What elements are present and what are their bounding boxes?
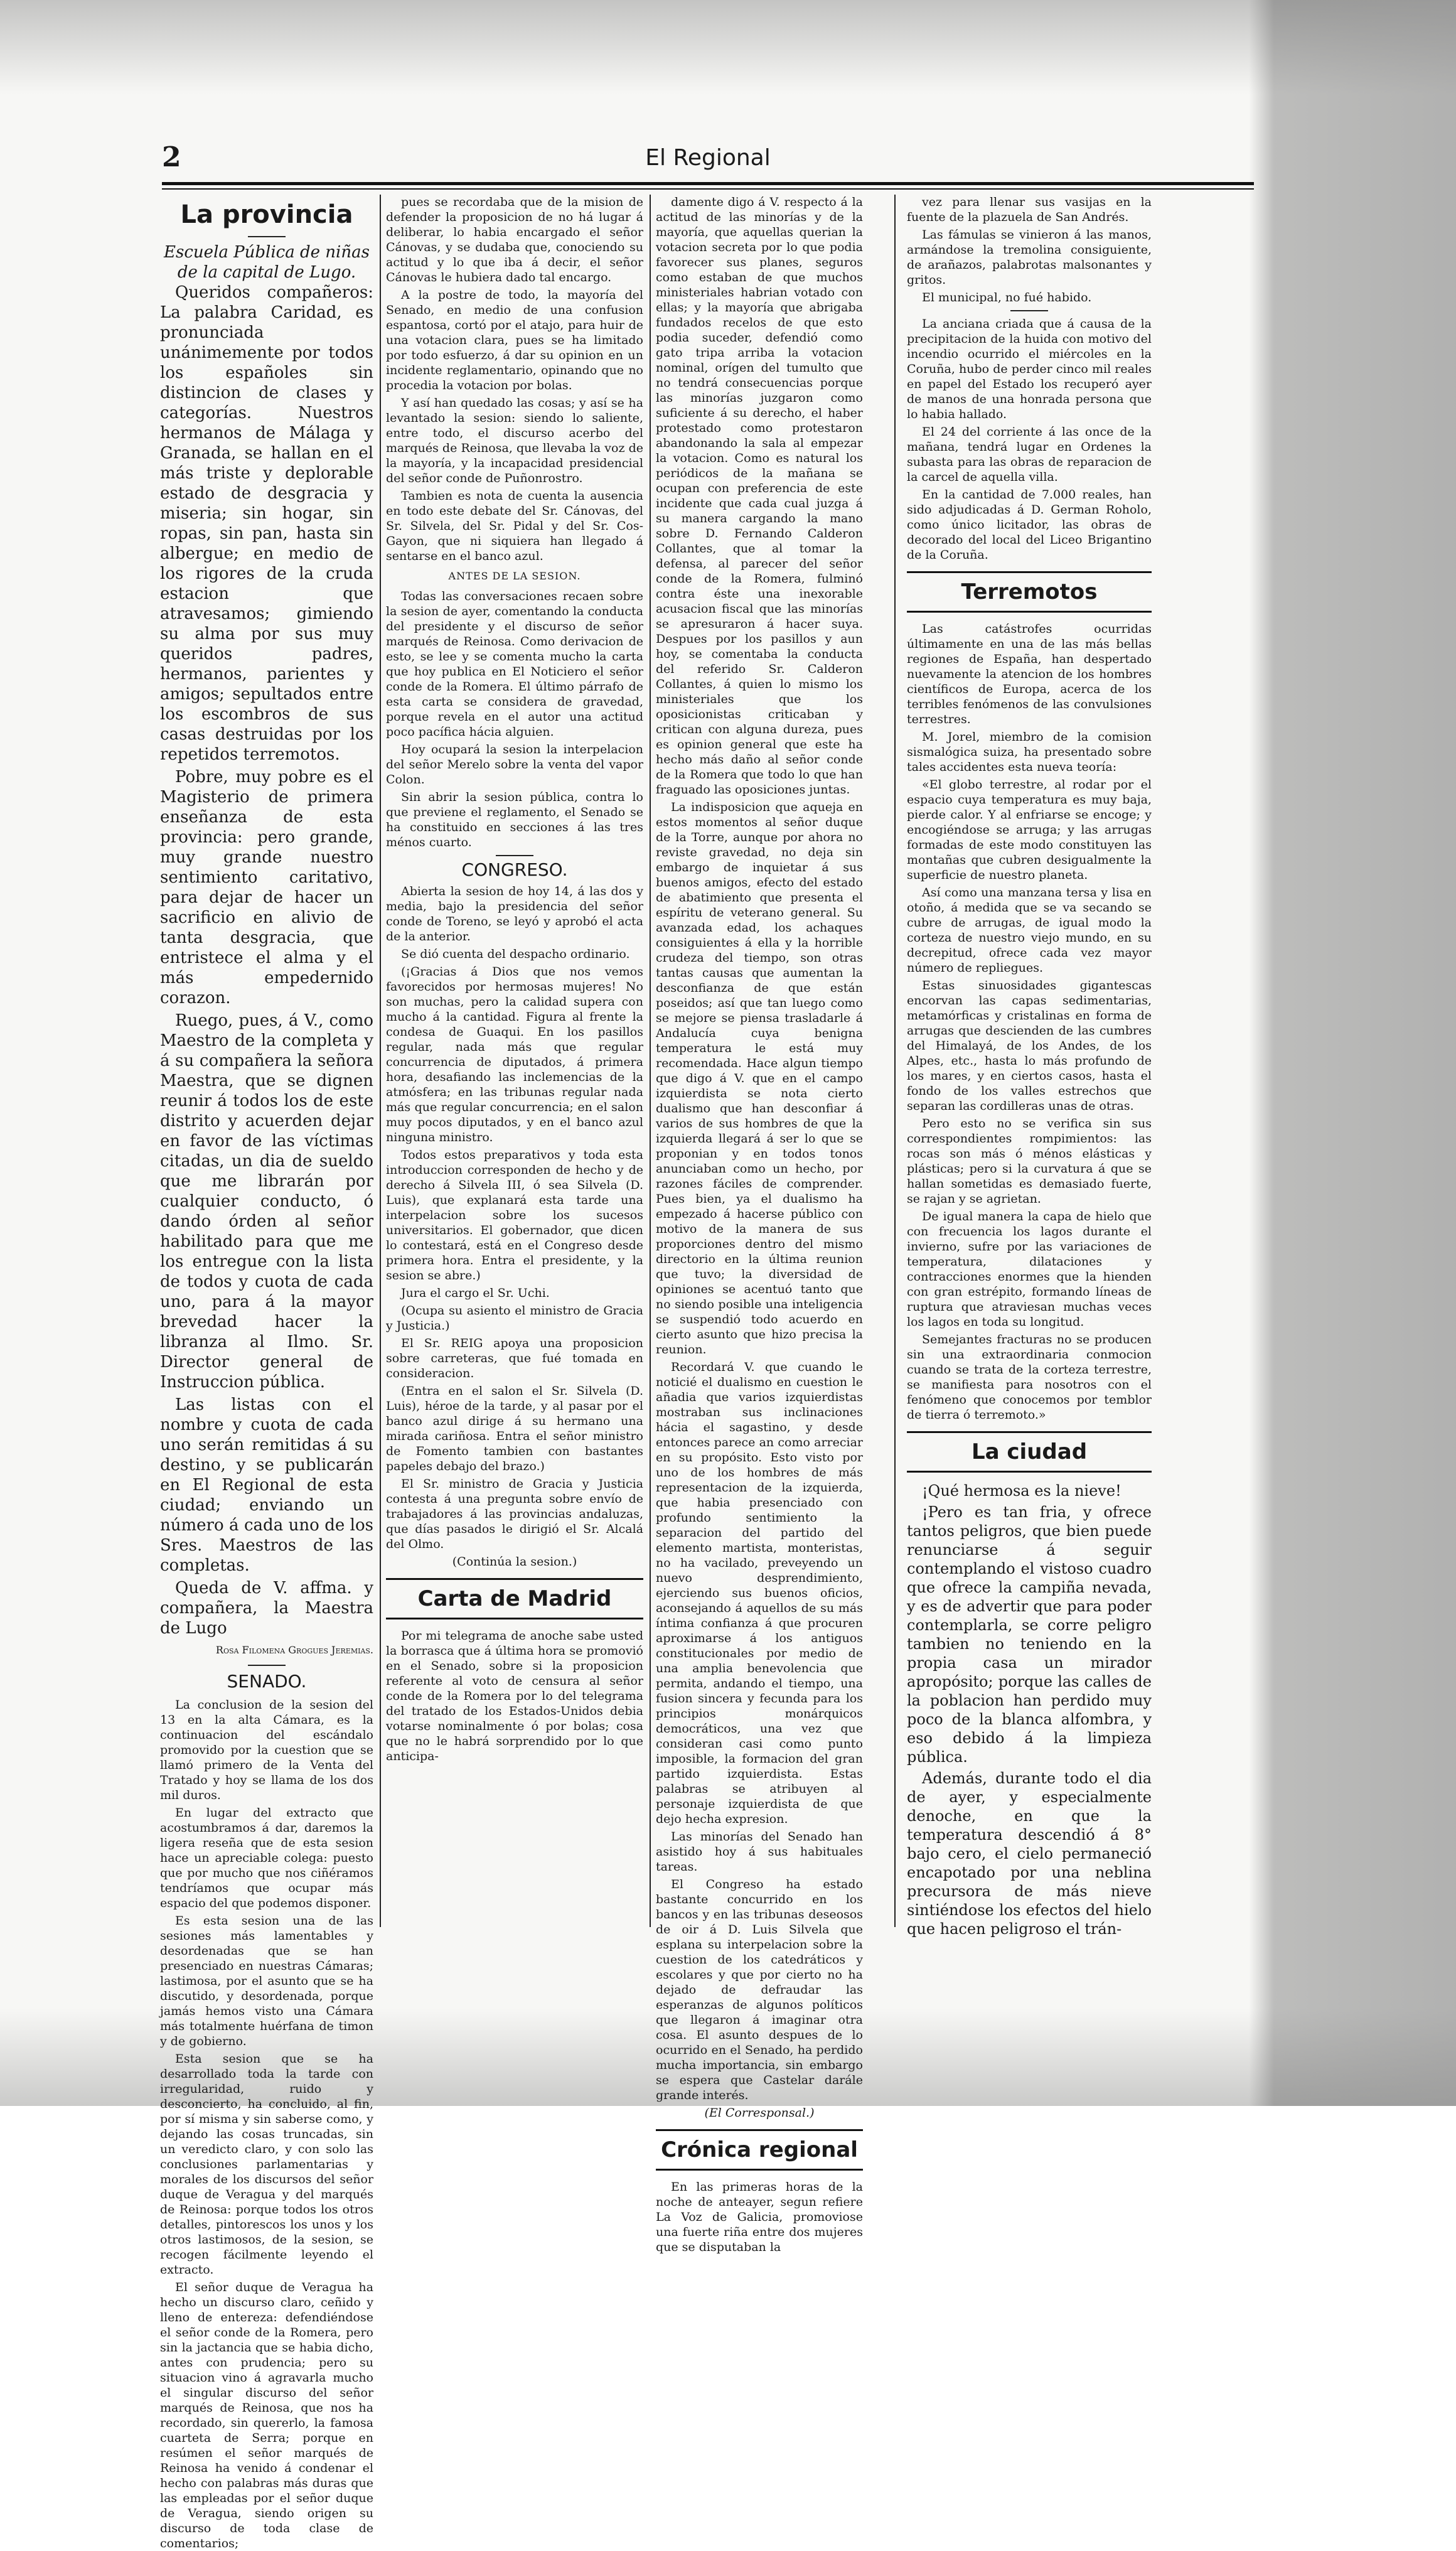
paragraph: Ruego, pues, á V., como Maestro de la completa y á su compañera la señora Maestra, que se dignen reunir á todos los de este distrito y acuerden dejar en favor de las víctimas citadas, un dia de sueldo que me librarán por cualquier conducto, ó dando órden al señor habilitado para que me los entregue con la lista de todos y cuota de cada uno, para á la mayor brevedad hacer la libranza al Ilmo. Sr. Director general de Instruccion pública. <box>160 1011 373 1392</box>
column-3 <box>656 195 863 2254</box>
paragraph: Sin abrir la sesion pública, contra lo que previene el reglamento, el Senado se ha constituido en secciones á las tres ménos cuarto. <box>386 790 643 849</box>
paragraph: Por mi telegrama de anoche sabe usted la borrasca que á última hora se promovió en el Senado, sobre si la proposicion referente al voto de censura al señor conde de la Romera por lo del telegrama del tratado de los Estados-Unidos debia votarse nominalmente ó por bolas; cosa que no le habrá sorprendido por lo que anticipa- <box>386 1629 643 1763</box>
paragraph: pues se recordaba que de la mision de defender la proposicion de no há lugar á deliberar, lo habia encargado el señor Cánovas, y se dudaba que, conociendo su actitud y lo que iba á decir, el señor Cánovas le hubiera dado tal encargo. <box>386 195 643 284</box>
paragraph: Recordará V. que cuando le noticié el dualismo en cuestion le añadia que varios izquierdistas mostraban sus inclinaciones hácia el sagastino, y desde entonces parece an como arreciar en su propósito. Esto visto por uno de los hombres de más representacion de la izquierda, que habia presenciado con profundo sentimiento la separacion del partido del elemento martista, monteristas, no ha vacilado, preveyendo un nuevo desprendimiento, ejerciendo sus buenos oficios, aconsejando á aquellos de su más íntima confianza á que procuren aproximarse á los antiguos constitucionales por medio de una amplia benevolencia que permita, andando el tiempo, una fusion sincera y fecunda para los principios monárquicos democráticos, una vez que consideran casi como punto imposible, la formacion del gran partido izquierdista. Estas palabras se atribuyen al personaje izquierdista de que dejo hecha expresion. <box>656 1360 863 1826</box>
page-header <box>162 141 1254 184</box>
paragraph: El Sr. ministro de Gracia y Justicia contesta á una pregunta sobre envío de trabajadores á las provincias andaluzas, que días pasados le dirigió el Sr. Alcalá del Olmo. <box>386 1477 643 1551</box>
paragraph: El municipal, no fué habido. <box>922 291 1092 304</box>
column-1 <box>160 195 373 2550</box>
paragraph: vez para llenar sus vasijas en la fuente de la plazuela de San Andrés. <box>907 195 1152 224</box>
section-title-la-ciudad: La ciudad <box>907 1431 1152 1473</box>
column-divider <box>894 195 896 1927</box>
section-title-carta-madrid: Carta de Madrid <box>386 1578 643 1619</box>
paragraph: (Continúa la sesion.) <box>452 1555 577 1569</box>
paragraph: Semejantes fracturas no se producen sin una extraordinaria conmocion cuando se trata de la corteza terrestre, se manifiesta para nosotros con el fenómeno que conocemos por temblor de tierra ó terremoto.» <box>907 1333 1152 1422</box>
paragraph: Pero esto no se verifica sin sus correspondientes rompimientos: las rocas son más ó ménos elásticas y plásticas; pero si la curvatura á que se hallan sometidas es demasiado fuerte, se rajan y se agrietan. <box>907 1117 1152 1206</box>
paragraph: (Entra en el salon el Sr. Silvela (D. Luis), héroe de la tarde, y al pasar por el banco azul dirige á su hermano una mirada cariñosa. Entra el señor ministro de Fomento tambien con bastantes papeles debajo del brazo.) <box>386 1384 643 1473</box>
column-2 <box>386 195 643 1930</box>
paragraph: Queridos compañeros: La palabra Caridad, es pronunciada unánimemente por todos los españoles sin distincion de clases y categorías. Nuestros hermanos de Málaga y Granada, se hallan en el más triste y deplorable estado de desgracia y miseria; sin hogar, sin ropas, sin pan, hasta sin albergue; en medio de los rigores de la cruda estacion que atravesamos; gimiendo su alma por sus muy queridos padres, hermanos, parientes y amigos; sepultados entre los escombros de sus casas destruidas por los repetidos terremotos. <box>160 283 373 764</box>
divider <box>1010 310 1048 311</box>
section-title-cronica-regional: Crónica regional <box>656 2129 863 2171</box>
paragraph: El Sr. REIG apoya una proposicion sobre carreteras, que fué tomada en consideracion. <box>386 1336 643 1380</box>
paper-name: El Regional <box>645 145 771 171</box>
section-title-congreso: CONGRESO. <box>461 859 568 880</box>
paragraph: La anciana criada que á causa de la precipitacion de la huida con motivo del incendio ocurrido el miércoles en la Coruña, hubo de perder cinco mil reales en papel del Estado los recuperó ayer de manos de una honrada persona que lo habia hallado. <box>907 317 1152 421</box>
paragraph: Así como una manzana tersa y lisa en otoño, á medida que se va secando se cubre de arrugas, de igual modo la corteza de nuestro viejo mundo, en su decrepitud, ofrece cada vez mayor número de repliegues. <box>907 886 1152 975</box>
page-number: 2 <box>162 141 181 173</box>
paragraph: Además, durante todo el dia de ayer, y especialmente denoche, en que la temperatura descendió á 8° bajo cero, el cielo permaneció encapotado por una neblina precursora de más nieve sintiéndose los efectos del hielo que hacen peligroso el trán- <box>907 1770 1152 1938</box>
paragraph: Las catástrofes ocurridas últimamente en una de las más bellas regiones de España, han despertado nuevamente la atencion de los hombres científicos de Europa, acerca de los terribles fenómenos de las convulsiones terrestres. <box>907 622 1152 726</box>
paragraph: Es esta sesion una de las sesiones más lamentables y desordenadas que se han presenciado en nuestras Cámaras; lastimosa, por el asunto que se ha discutido, y desordenada, porque jamás hemos visto una Cámara más totalmente huérfana de timon y de gobierno. <box>160 1914 373 2048</box>
column-divider <box>380 195 381 1927</box>
correspondent-sign: (El Corresponsal.) <box>704 2106 815 2120</box>
paragraph: De igual manera la capa de hielo que con frecuencia los lagos durante el invierno, sufre por las variaciones de temperatura, dilataciones y contracciones enormes que la hienden con gran estrépito, formando líneas de ruptura que atraviesan muchas veces los lagos en toda su longitud. <box>907 1210 1152 1329</box>
paragraph: (Ocupa su asiento el ministro de Gracia y Justicia.) <box>386 1304 643 1333</box>
paragraph: Tambien es nota de cuenta la ausencia en todo este debate del Sr. Cánovas, del Sr. Silvela, del Sr. Pidal y del Sr. Cos-Gayon, que ni siquiera han llegado á sentarse en el banco azul. <box>386 489 643 563</box>
paragraph: El señor duque de Veragua ha hecho un discurso claro, ceñido y lleno de entereza: defendiéndose el señor conde de la Romera, pero sin la jactancia que se habia dicho, antes con prudencia; pero su situacion vino á agravarla mucho el singular discurso del señor marqués de Reinosa, que nos ha recordado, sin quererlo, la famosa cuarteta de Serra; porque en resúmen el señor marqués de Reinosa ha venido á condenar el hecho con palabras más duras que las empleadas por el señor duque de Veragua, siendo origen su discurso de toda clase de comentarios; <box>160 2280 373 2550</box>
paragraph: ¡Pero es tan fria, y ofrece tantos peligros, que bien puede renunciarse á seguir contemplando el vistoso cuadro que ofrece la campiña nevada, y es de advertir que para poder contemplarla, se corre peligro tambien no teniendo en la propia casa un mirador apropósito; porque las calles de la poblacion han perdido muy poco de la blanca alfombra, y eso debido á la limpieza pública. <box>907 1503 1152 1766</box>
paragraph: Abierta la sesion de hoy 14, á las dos y media, bajo la presidencia del señor conde de Toreno, se leyó y aprobó el acta de la anterior. <box>386 884 643 943</box>
paragraph: Las fámulas se vinieron á las manos, armándose la tremolina consiguiente, de arañazos, palabrotas malsonantes y gritos. <box>907 228 1152 287</box>
header-rule-thin <box>162 188 1254 190</box>
paragraph: En la cantidad de 7.000 reales, han sido adjudicadas á D. German Roholo, como único licitador, las obras de decorado del local del Liceo Brigantino de la Coruña. <box>907 488 1152 562</box>
section-subtitle: Escuela Pública de niñas de la capital de Lugo. <box>164 243 370 282</box>
paragraph: En lugar del extracto que acostumbramos á dar, daremos la ligera reseña que de esta sesion hace un apreciable colega: puesto que por mucho que nos ciñéramos tendríamos que ocupar más espacio del que podemos disponer. <box>160 1806 373 1910</box>
paragraph: El Congreso ha estado bastante concurrido en los bancos y en las tribunas deseosos de oir á D. Luis Silvela que esplana su interpelacion sobre la cuestion de los catedráticos y escolares y que por cierto no ha dejado de defraudar las esperanzas de algunos políticos que llegaron á imaginar otra cosa. El asunto despues de lo ocurrido en el Senado, ha perdido mucha importancia, sin embargo se espera que Castelar darále grande interés. <box>656 1877 863 2102</box>
paragraph: Se dió cuenta del despacho ordinario. <box>401 947 630 961</box>
paragraph: Esta sesion que se ha desarrollado toda la tarde con irregularidad, ruido y desconcierto, ha concluido, al fin, por sí misma y sin saberse como, y dejando las cosas truncadas, sin un veredicto claro, y con solo las conclusiones parlamentarias y morales de los discursos del señor duque de Veragua y del marqués de Reinosa: porque todos los otros detalles, pintorescos los unos y los otros lastimosos, de la sesion, se recogen fácilmente leyendo el extracto. <box>160 2052 373 2277</box>
paragraph: Jura el cargo el Sr. Uchi. <box>401 1286 550 1300</box>
paragraph: Todos estos preparativos y toda esta introduccion corresponden de hecho y de derecho á Silvela III, ó sea Silvela (D. Luis), que explanará esta tarde una interpelacion sobre los sucesos universitarios. El gobernador, que dicen lo contestará, está en el Congreso desde primera hora. Entra el presidente, y la sesion se abre.) <box>386 1148 643 1282</box>
paragraph: La conclusion de la sesion del 13 en la alta Cámara, es la continuacion del escándalo promovido por la cuestion que se llamó primero de la Venta del Tratado y hoy se llama de los dos mil duros. <box>160 1698 373 1802</box>
paragraph: A la postre de todo, la mayoría del Senado, en medio de una confusion espantosa, cortó por el atajo, para huir de una votacion clara, pues se ha limitado por todo esfuerzo, á dar su opinion en un incidente reglamentario, opinando que no procedia la votacion por bolas. <box>386 288 643 392</box>
paragraph: La indisposicion que aqueja en estos momentos al señor duque de la Torre, aunque por ahora no reviste gravedad, no deja sin embargo de inquietar á sus buenos amigos, efecto del estado de abatimiento que presenta el espíritu de veterano general. Su avanzada edad, los achaques consiguientes á ella y la horrible crudeza del tiempo, son otras tantas causas que aumentan la desconfianza de que están poseidos; así que tan luego como se mejore se piensa trasladarle á Andalucía cuya benigna temperatura le está muy recomendada. Hace algun tiempo que digo á V. que en el campo izquierdista se nota cierto dualismo que han desconfiar á varios de sus hombres de que la izquierda llegará á ser lo que se proponian y en todos tonos anunciaban como un hecho, por razones fáciles de comprender. Pues bien, ya el dualismo ha empezado á hacerse público con motivo de la manera de sus proporciones dentro del mismo directorio en la última reunion que tuvo; la diversidad de opiniones se acentuó tanto que no siendo posible una inteligencia se suspendió todo acuerdo en cierto asunto que hizo precisa la reunion. <box>656 800 863 1356</box>
paragraph: Las listas con el nombre y cuota de cada uno serán remitidas á su destino, y se publicarán en El Regional de esta ciudad; enviando un número á cada uno de los Sres. Maestros de las completas. <box>160 1395 373 1575</box>
paragraph: Queda de V. affma. y compañera, la Maestra de Lugo <box>160 1579 373 1638</box>
paragraph: Hoy ocupará la sesion la interpelacion del señor Merelo sobre la venta del vapor Colon. <box>386 743 643 787</box>
section-title-senado: SENADO. <box>227 1671 307 1692</box>
column-4 <box>907 195 1152 1938</box>
paragraph: damente digo á V. respecto á la actitud de las minorías y de la mayoría, que aquellas querian la votacion secreta por lo que podia favorecer sus planes, seguros como estaban de que muchos ministeriales habrian votado con ellas; y la mayoría que abrigaba fundados recelos de que esto podia suceder, defendió como gato tripa arriba la votacion nominal, orígen del tumulto que no tendrá consecuencias porque las minorías juzgaron como suficiente á su derecho, el haber protestado como protestaron abandonando la sala al empezar la votacion. Como es natural los periódicos de la mañana se ocupan con preferencia de este incidente que cada cual juzga á su manera cargando la mano sobre D. Fernando Calderon Collantes, que al tomar la defensa, al parecer del señor conde de la Romera, fulminó contra éste una inexorable acusacion fiscal que las minorías se apresuraron á hacer suya. Despues por los pasillos y aun hoy, se comentaba la conducta del referido Sr. Calderon Collantes, á quien lo mismo los ministeriales que los oposicionistas criticaban y critican con alguna dureza, pues es opinion general que este ha hecho más daño al señor conde de la Romera que todo lo que han fraguado las oposiciones juntas. <box>656 195 863 797</box>
paragraph: (¡Gracias á Dios que nos vemos favorecidos por hermosas mujeres! No son muchas, pero la calidad supera con mucho á la cantidad. Figura al frente la condesa de Guaqui. En los pasillos regular, nada más que regular concurrencia de diputados, á primera hora, desafiando las inclemencias de la atmósfera; en las tribunas regular nada más que regular concurrencia; en el salon muy pocos diputados, y en el banco azul ninguna ministro. <box>386 965 643 1144</box>
paragraph: M. Jorel, miembro de la comision sismalógica suiza, ha presentado sobre tales accidentes esta nueva teoría: <box>907 730 1152 774</box>
paragraph: En las primeras horas de la noche de anteayer, segun refiere La Voz de Galicia, promoviose una fuerte riña entre dos mujeres que se disputaban la <box>656 2180 863 2254</box>
paragraph: El 24 del corriente á las once de la mañana, tendrá lugar en Ordenes la subasta para las obras de reparacion de la carcel de aquella villa. <box>907 425 1152 484</box>
signature: Rosa Filomena Grogues Jeremias. <box>215 1644 373 1656</box>
subheading: ANTES DE LA SESION. <box>448 570 581 582</box>
paragraph: Estas sinuosidades gigantescas encorvan las capas sedimentarias, metamórficas y cristalinas en forma de arrugas que descienden de las cumbres del Himalayá, de los Andes, de los Alpes, etc., hasta lo más profundo de los mares, y en ciertos casos, hasta el fondo de los valles estrechos que separan las cordilleras unas de otras. <box>907 979 1152 1113</box>
section-title-provincia: La provincia <box>180 200 353 229</box>
paragraph: «El globo terrestre, al rodar por el espacio cuya temperatura es muy baja, pierde calor. Y al enfriarse se encoge; y encogiéndose se arruga; y las arrugas formadas de este modo constituyen las montañas que cubren desigualmente la superficie de nuestro planeta. <box>907 778 1152 882</box>
section-title-terremotos: Terremotos <box>907 571 1152 613</box>
paragraph: Y así han quedado las cosas; y así se ha levantado la sesion: siendo lo saliente, entre todo, el discurso acerbo del marqués de Reinosa, que llevaba la voz de la mayoría, y la incapacidad presidencial del señor conde de Puñonrostro. <box>386 396 643 485</box>
divider <box>248 236 286 237</box>
column-divider <box>650 195 651 1927</box>
header-rule <box>162 182 1254 185</box>
divider <box>248 1665 286 1666</box>
divider <box>496 855 533 856</box>
paragraph: Pobre, muy pobre es el Magisterio de primera enseñanza de esta provincia: pero grande, muy grande nuestro sentimiento caritativo, para dejar de hacer un sacrificio en alivio de tanta desgracia, que entristece el alma y el más empedernido corazon. <box>160 768 373 1007</box>
paragraph: Todas las conversaciones recaen sobre la sesion de ayer, comentando la conducta del presidente y el discurso de señor marqués de Reinosa. Como derivacion de esto, se lee y se comenta mucho la carta que hoy publica en El Noticiero el señor conde de la Romera. El último párrafo de esta carta se considera de gravedad, porque revela en el autor una actitud poco pacífica hácia alguien. <box>386 589 643 739</box>
paragraph: Las minorías del Senado han asistido hoy á sus habituales tareas. <box>656 1830 863 1874</box>
paragraph: ¡Qué hermosa es la nieve! <box>922 1482 1121 1500</box>
